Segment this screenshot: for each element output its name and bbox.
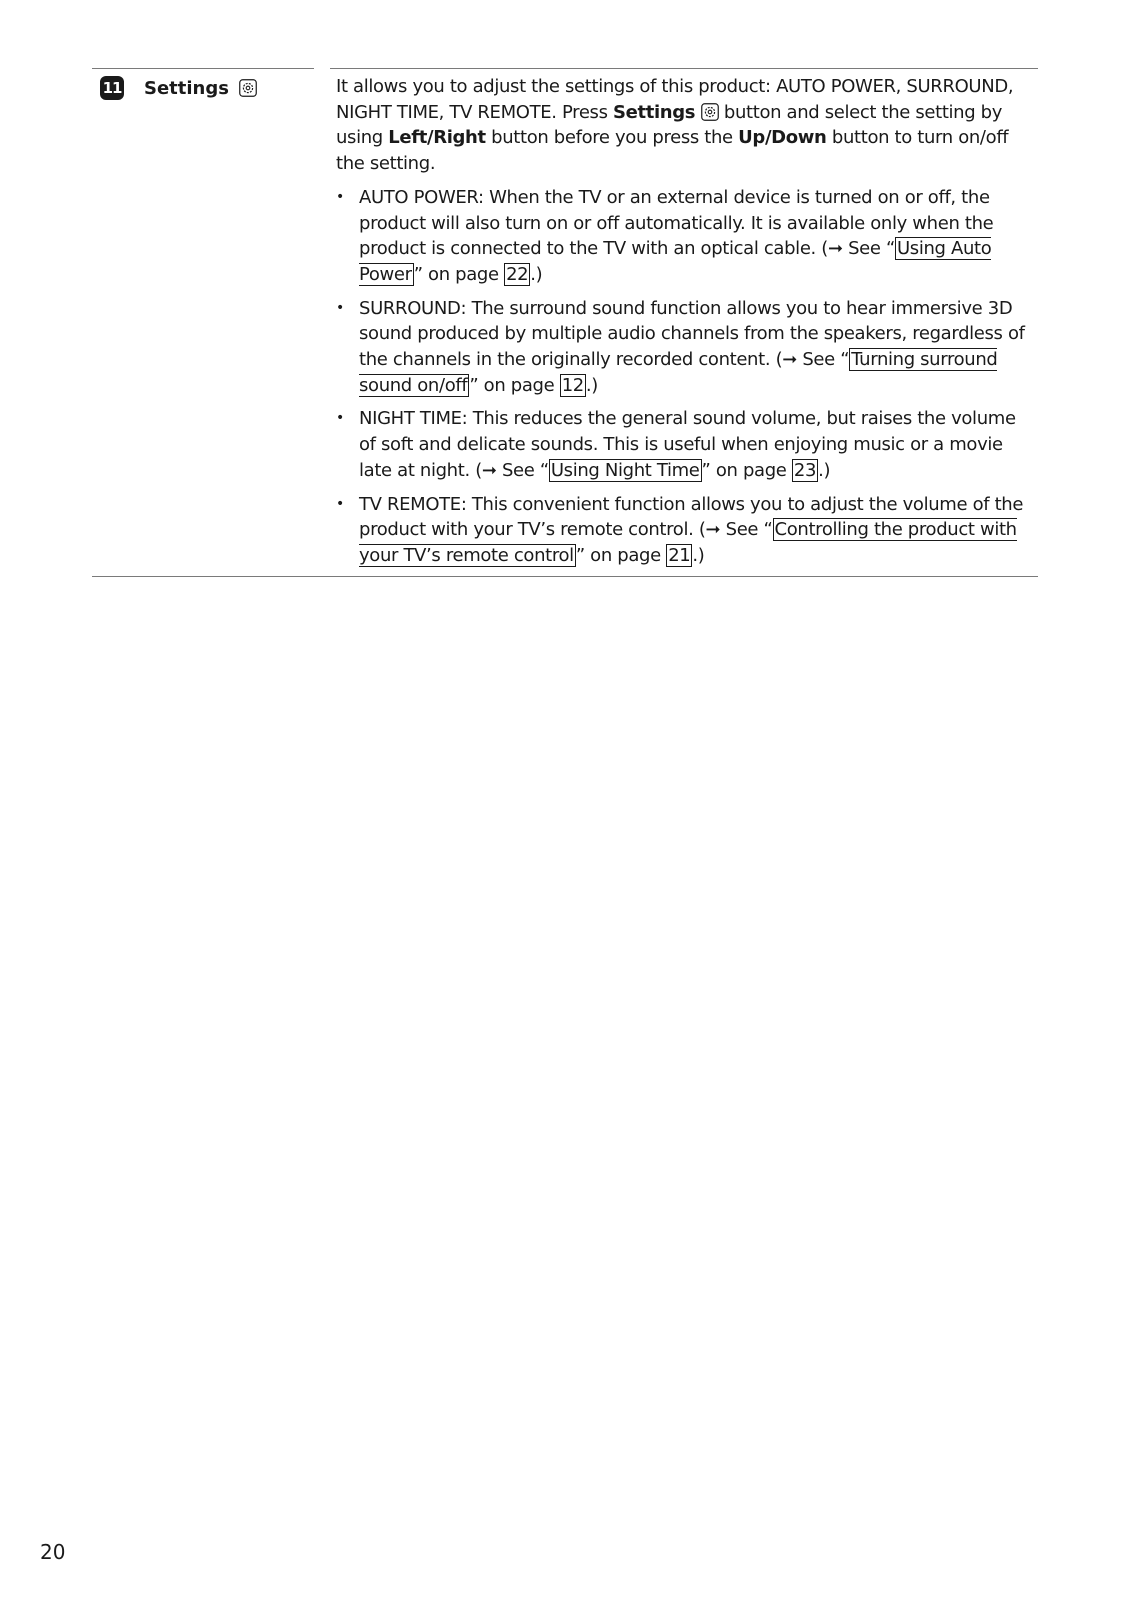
bullet-text: SURROUND: The surround sound function allows you to hear immersive 3D sound produced by multiple audio channels from the speakers, regardless of the channels in the originally recorded content. (: [359, 297, 1025, 371]
settings-list: [336, 185, 1036, 569]
description-cell: [336, 74, 1036, 577]
link-controlling-with-tv-remote[interactable]: Controlling the product with your TV’s remote control: [359, 519, 1017, 566]
see-text: See “: [496, 459, 549, 481]
intro-text-3: button before you press the: [485, 127, 739, 149]
left-right-button-name: Left/Right: [388, 127, 486, 149]
on-page-text: ” on page: [413, 263, 505, 285]
link-using-night-time[interactable]: Using Night Time: [550, 459, 700, 481]
link-page-21[interactable]: 21: [668, 544, 691, 566]
gear-icon: [239, 79, 257, 97]
intro-text-4: button to turn on/off the setting.: [336, 127, 1009, 175]
arrow-right-icon: ➞: [827, 238, 843, 260]
link-turning-surround-sound[interactable]: Turning surround sound on/off: [359, 349, 998, 396]
arrow-right-icon: ➞: [782, 349, 797, 371]
item-label-cell: [100, 76, 257, 100]
arrow-right-icon: ➞: [705, 519, 721, 541]
close-text: .): [530, 263, 543, 285]
page-number: 20: [40, 1540, 66, 1564]
bullet-text: TV REMOTE: This convenient function allows you to adjust the volume of the product with your TV’s remote control. (: [359, 493, 1024, 541]
link-page-12[interactable]: 12: [561, 374, 584, 396]
settings-button-name: Settings: [613, 101, 696, 123]
table-top-rule-left: [92, 68, 314, 69]
bullet-text: AUTO POWER: When the TV or an external device is turned on or off, the product will also turn on or off automatically. It is available only when the product is connected to the TV with an optical cable. (: [359, 186, 994, 260]
item-label: Settings: [144, 77, 229, 99]
intro-text-2: button and select the setting by using: [336, 101, 1003, 149]
list-item-surround: [336, 296, 1036, 399]
link-page-22[interactable]: 22: [506, 263, 529, 285]
bullet-text: NIGHT TIME: This reduces the general sound volume, but raises the volume of soft and delicate sounds. This is useful when enjoying music or a movie late at night. (: [359, 408, 1016, 481]
intro-text-1: It allows you to adjust the settings of this product: AUTO POWER, SURROUND, NIGHT TIME, TV REMOTE. Press: [336, 76, 1014, 123]
item-number-badge: 11: [100, 76, 124, 100]
see-text: See “: [796, 349, 850, 371]
close-text: .): [692, 544, 705, 566]
see-text: See “: [720, 519, 773, 541]
list-item-tv-remote: [336, 492, 1036, 569]
arrow-right-icon: ➞: [481, 459, 497, 481]
close-text: .): [585, 374, 598, 396]
intro-paragraph: [336, 74, 1036, 177]
list-item-night-time: [336, 406, 1036, 483]
table-top-rule-right: [330, 68, 1038, 69]
link-using-auto-power[interactable]: Using Auto Power: [359, 238, 992, 285]
on-page-text: ” on page: [575, 544, 667, 566]
on-page-text: ” on page: [701, 459, 792, 481]
table-bottom-rule: [92, 576, 1038, 577]
list-item-auto-power: [336, 185, 1036, 288]
gear-icon: [701, 103, 719, 121]
close-text: .): [818, 459, 831, 481]
see-text: See “: [842, 238, 895, 260]
on-page-text: ” on page: [469, 374, 560, 396]
up-down-button-name: Up/Down: [738, 127, 827, 149]
link-page-23[interactable]: 23: [793, 459, 817, 481]
